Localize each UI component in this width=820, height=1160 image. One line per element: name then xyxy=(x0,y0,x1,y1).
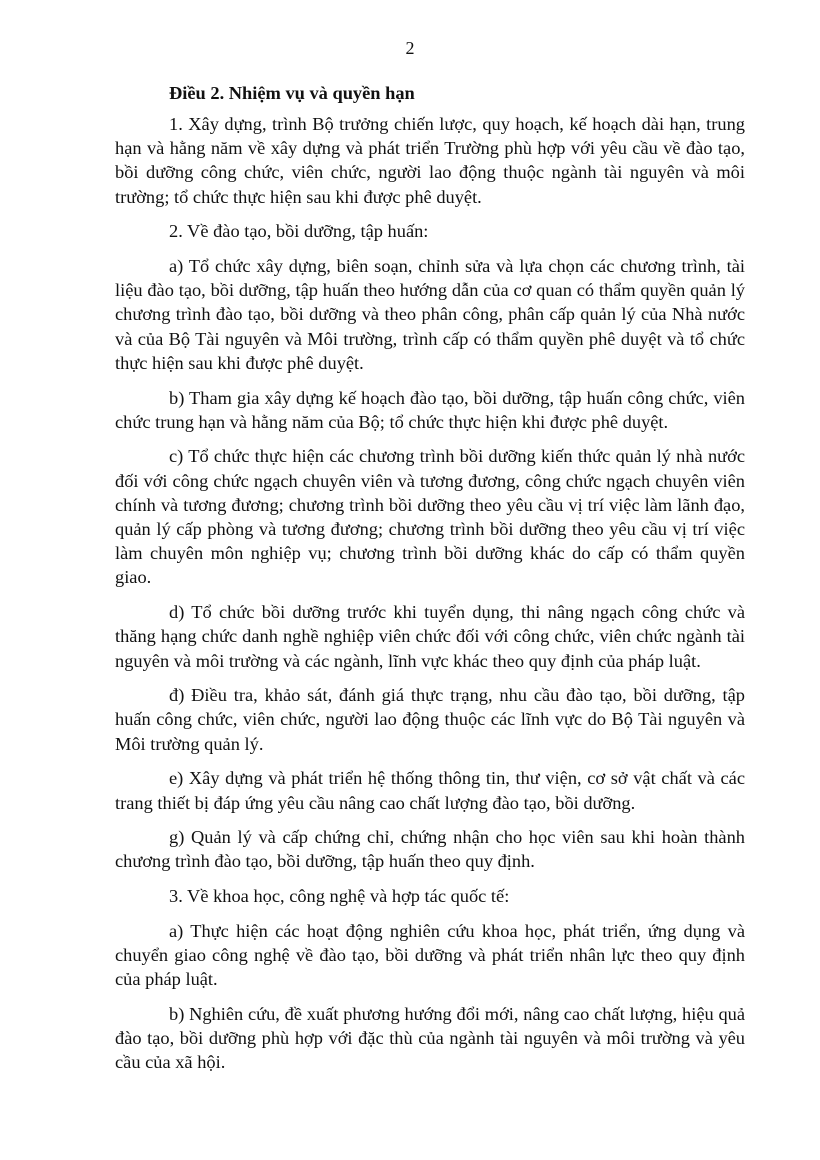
paragraph-item-2g: g) Quản lý và cấp chứng chỉ, chứng nhận cho học viên sau khi hoàn thành chương trình đào tạo, bồi dưỡng, tập huấn theo quy định. xyxy=(115,827,745,872)
paragraph-item-2b: b) Tham gia xây dựng kế hoạch đào tạo, bồi dưỡng, tập huấn công chức, viên chức trung hạn và hằng năm của Bộ; tổ chức thực hiện khi được phê duyệt. xyxy=(115,387,745,432)
paragraph-item-2: 2. Về đào tạo, bồi dưỡng, tập huấn: xyxy=(169,221,429,242)
page-number: 2 xyxy=(405,38,415,58)
paragraph-item-2dd: đ) Điều tra, khảo sát, đánh giá thực trạng, nhu cầu đào tạo, bồi dưỡng, tập huấn công chức, viên chức, người lao động thuộc các lĩnh vực do Bộ Tài nguyên và Môi trường quản lý. xyxy=(115,685,745,754)
paragraph-item-2c: c) Tổ chức thực hiện các chương trình bồi dưỡng kiến thức quản lý nhà nước đối với công chức ngạch chuyên viên và tương đương, công chức ngạch chuyên viên chính và tương đương; chương trình bồi dưỡng theo yêu cầu vị trí việc làm lãnh đạo, quản lý cấp phòng và tương đương; chương trình bồi dưỡng theo yêu cầu vị trí việc làm chuyên môn nghiệp vụ; chương trình bồi dưỡng khác do cấp có thẩm quyền giao. xyxy=(115,446,745,588)
paragraph-item-2d: d) Tổ chức bồi dưỡng trước khi tuyển dụng, thi nâng ngạch công chức và thăng hạng chức danh nghề nghiệp viên chức đối với công chức, viên chức ngành tài nguyên và môi trường và các ngành, lĩnh vực khác theo quy định của pháp luật. xyxy=(115,602,745,671)
paragraph-item-1: 1. Xây dựng, trình Bộ trưởng chiến lược, quy hoạch, kế hoạch dài hạn, trung hạn và hằng năm về xây dựng và phát triển Trường phù hợp với yêu cầu về đào tạo, bồi dưỡng công chức, viên chức, người lao động thuộc ngành tài nguyên và môi trường; tổ chức thực hiện sau khi được phê duyệt. xyxy=(115,114,745,207)
paragraph-item-3a: a) Thực hiện các hoạt động nghiên cứu khoa học, phát triển, ứng dụng và chuyển giao công nghệ về đào tạo, bồi dưỡng và phát triển nhân lực theo quy định của pháp luật. xyxy=(115,920,745,990)
paragraph-item-3b: b) Nghiên cứu, đề xuất phương hướng đổi mới, nâng cao chất lượng, hiệu quả đào tạo, bồi dưỡng phù hợp với đặc thù của ngành tài nguyên và môi trường và yêu cầu của xã hội. xyxy=(115,1004,745,1073)
paragraph-item-3: 3. Về khoa học, công nghệ và hợp tác quốc tế: xyxy=(169,886,510,907)
article-title: Điều 2. Nhiệm vụ và quyền hạn xyxy=(169,83,415,103)
document-body xyxy=(115,81,745,1085)
paragraph-item-2e: e) Xây dựng và phát triển hệ thống thông tin, thư viện, cơ sở vật chất và các trang thiết bị đáp ứng yêu cầu nâng cao chất lượng đào tạo, bồi dưỡng. xyxy=(115,768,745,813)
paragraph-item-2a: a) Tổ chức xây dựng, biên soạn, chỉnh sửa và lựa chọn các chương trình, tài liệu đào tạo, bồi dưỡng, tập huấn theo hướng dẫn của cơ quan có thẩm quyền quản lý chương trình đào tạo, bồi dưỡng và theo phân công, phân cấp quản lý của Nhà nước và của Bộ Tài nguyên và Môi trường, trình cấp có thẩm quyền phê duyệt và tổ chức thực hiện sau khi được phê duyệt. xyxy=(115,256,745,373)
